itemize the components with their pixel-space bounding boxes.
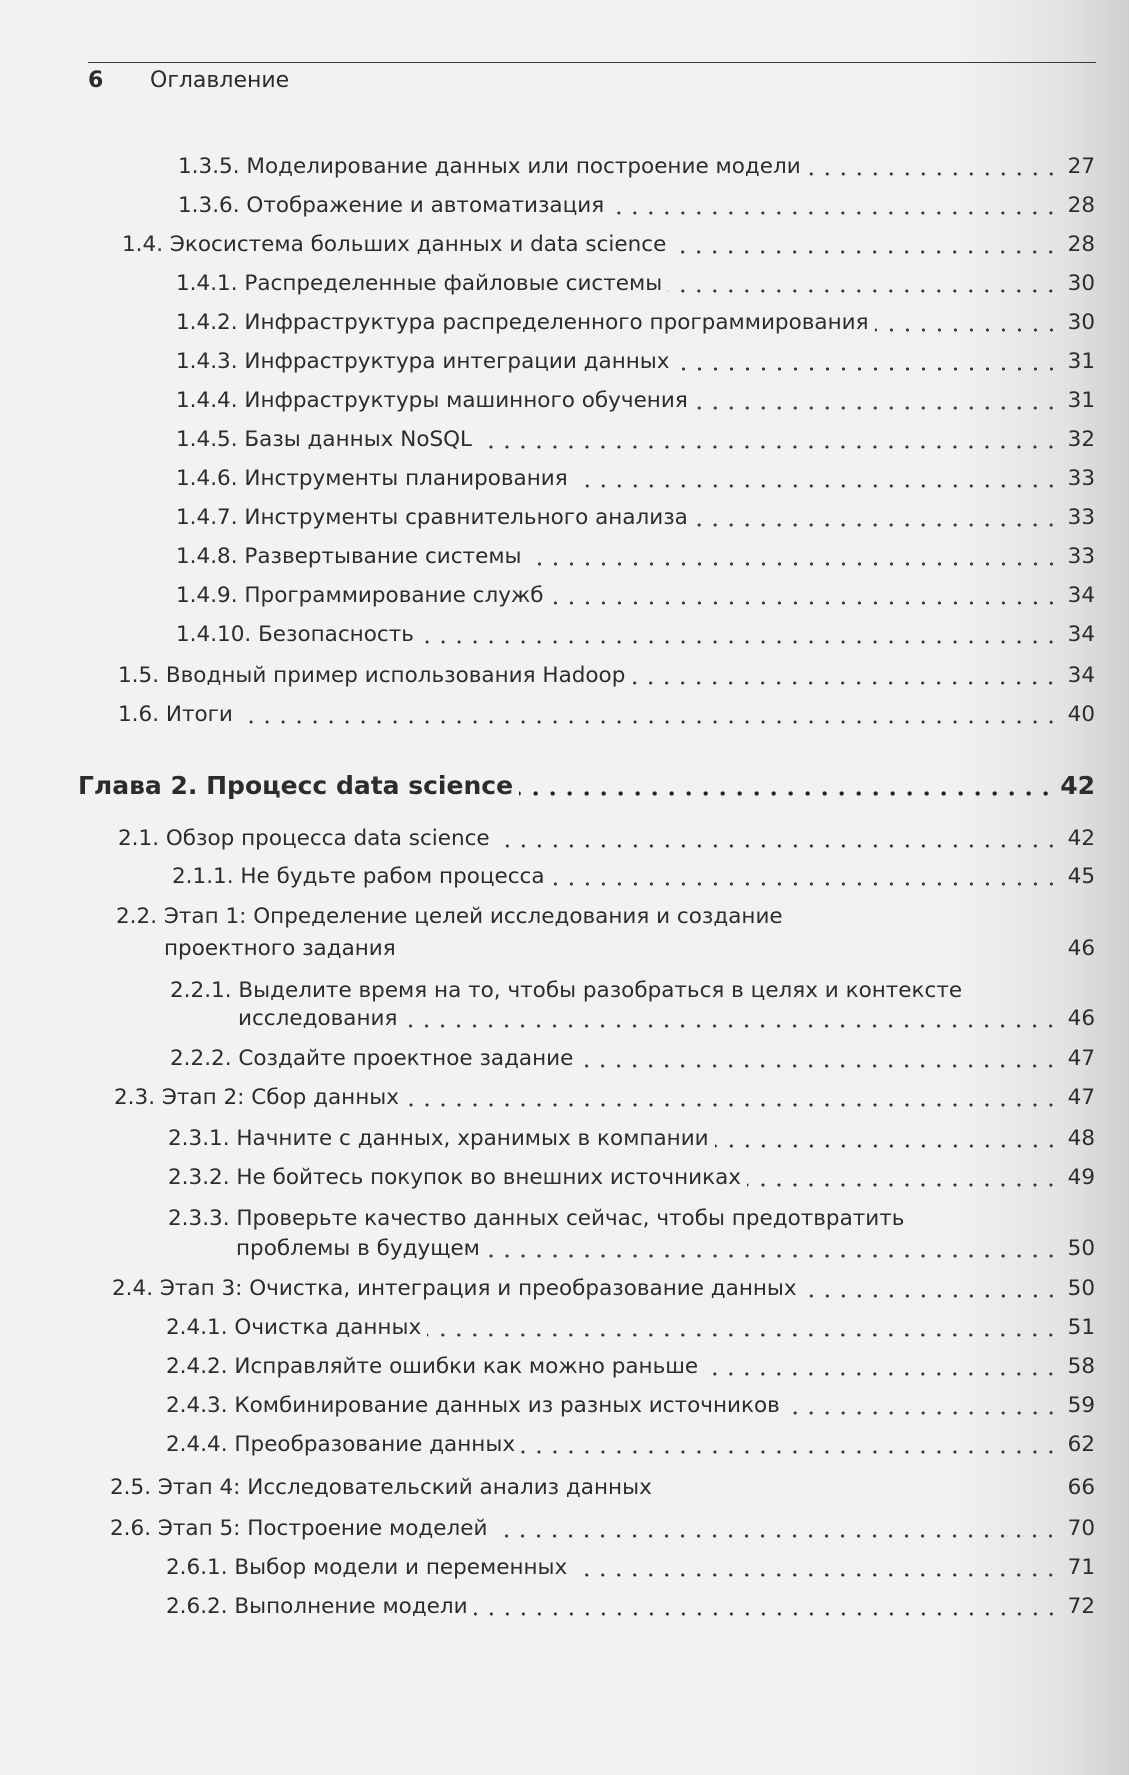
toc-entry-title: Проверьте качество данных сейчас, чтобы предотвратить (236, 1206, 905, 1231)
running-head-title: Оглавление (150, 68, 290, 93)
leader-dots (672, 249, 1059, 255)
header-rule (88, 62, 1096, 63)
toc-entry-page: 46 (1067, 936, 1095, 961)
toc-entry-number: 1.4.10. (176, 622, 252, 647)
toc-entry (176, 310, 1095, 337)
toc-entry (176, 466, 1095, 493)
leader-dots (786, 1410, 1059, 1416)
toc-entry (122, 232, 1095, 259)
leader-dots (579, 1063, 1059, 1069)
toc-entry-line1 (168, 1206, 904, 1233)
toc-entry-page: 28 (1067, 193, 1095, 218)
leader-dots (420, 639, 1059, 645)
toc-entry-page: 45 (1067, 864, 1095, 889)
toc-entry-number: 1.3.5. (178, 154, 240, 179)
toc-entry (114, 1085, 1095, 1112)
toc-entry-number: 2.2.2. (170, 1046, 232, 1071)
toc-entry-title-continued: проектного задания (164, 936, 396, 961)
leader-dots (704, 1371, 1059, 1377)
toc-entry (166, 1315, 1095, 1342)
toc-entry-number: 2.6.2. (166, 1594, 228, 1619)
toc-entry-title: Развертывание системы (244, 544, 522, 569)
toc-entry (176, 622, 1095, 649)
toc-entry-page: 34 (1067, 663, 1095, 688)
leader-dots (474, 1611, 1059, 1617)
toc-entry-page: 33 (1067, 505, 1095, 530)
toc-entry-number: 2.3.3. (168, 1206, 230, 1231)
toc-entry-number: 1.4.5. (176, 427, 238, 452)
toc-entry-title: Этап 2: Сбор данных (161, 1085, 399, 1110)
toc-entry-title: Отображение и автоматизация (246, 193, 605, 218)
toc-entry-number: 2.3.2. (168, 1165, 230, 1190)
toc-entry-number: 2.4. (112, 1276, 154, 1301)
toc-entry-page: 30 (1067, 271, 1095, 296)
toc-entry-number: 2.4.4. (166, 1432, 228, 1457)
leader-dots (519, 790, 1054, 797)
toc-entry-page: 31 (1067, 349, 1095, 374)
toc-entry-page: 51 (1067, 1315, 1095, 1340)
toc-entry (176, 388, 1095, 415)
leader-dots (875, 327, 1059, 333)
leader-dots (694, 522, 1059, 528)
toc-entry-page: 42 (1067, 826, 1095, 851)
toc-entry-page: 66 (1067, 1475, 1095, 1500)
toc-entry-title: Экосистема больших данных и data science (169, 232, 667, 257)
toc-entry-number: 2.3.1. (168, 1126, 230, 1151)
toc-entry-title: Инфраструктуры машинного обучения (244, 388, 688, 413)
toc-entry (112, 1276, 1095, 1303)
toc-entry-page: 58 (1067, 1354, 1095, 1379)
toc-entry-title: Комбинирование данных из разных источников (234, 1393, 780, 1418)
toc-entry-number: 2.3. (114, 1085, 156, 1110)
toc-entry-number: 1.4.4. (176, 388, 238, 413)
toc-entry-title: Безопасность (258, 622, 414, 647)
leader-dots (405, 1102, 1059, 1108)
toc-entry-number: 1.4.1. (176, 271, 238, 296)
toc-entry-page: 31 (1067, 388, 1095, 413)
toc-entry-title: Инфраструктура распределенного программирования (244, 310, 869, 335)
toc-entry-title: Создайте проектное задание (238, 1046, 574, 1071)
toc-entry (176, 427, 1095, 454)
toc-entry-page: 50 (1067, 1276, 1095, 1301)
toc-entry-line1 (116, 904, 783, 931)
toc-entry-page: 33 (1067, 544, 1095, 569)
toc-entry-number: 1.5. (118, 663, 160, 688)
leader-dots (676, 366, 1059, 372)
toc-entry-number: 2.4.1. (166, 1315, 228, 1340)
toc-entry-line1 (170, 978, 962, 1005)
toc-entry (118, 663, 1095, 690)
toc-entry (166, 1354, 1095, 1381)
toc-entry (176, 583, 1095, 610)
leader-dots (573, 1572, 1059, 1578)
leader-dots (478, 444, 1059, 450)
toc-entry-page: 27 (1067, 154, 1095, 179)
leader-dots (551, 881, 1059, 887)
toc-entry-page: 34 (1067, 583, 1095, 608)
toc-entry-title: Этап 3: Очистка, интеграция и преобразование данных (159, 1276, 797, 1301)
toc-entry (166, 1393, 1095, 1420)
toc-entry (236, 1236, 1095, 1263)
toc-entry (176, 349, 1095, 376)
toc-entry (164, 936, 1095, 963)
toc-entry-page: 47 (1067, 1085, 1095, 1110)
toc-entry-title-continued: исследования (238, 1006, 398, 1031)
toc-entry-title: Выполнение модели (234, 1594, 468, 1619)
toc-entry-page: 49 (1067, 1165, 1095, 1190)
toc-entry-title: Не бойтесь покупок во внешних источниках (236, 1165, 742, 1190)
toc-entry-page: 48 (1067, 1126, 1095, 1151)
toc-entry-title: Итоги (165, 702, 233, 727)
toc-entry-number: 2.2.1. (170, 978, 232, 1003)
toc-entry-title: Обзор процесса data science (165, 826, 490, 851)
toc-entry-title: Программирование служб (244, 583, 544, 608)
toc-entry (238, 1006, 1095, 1033)
toc-entry (176, 505, 1095, 532)
toc-entry-number: 1.4.2. (176, 310, 238, 335)
toc-entry-number: 2.6. (110, 1516, 152, 1541)
toc-entry-page: 47 (1067, 1046, 1095, 1071)
leader-dots (668, 288, 1059, 294)
toc-entry-number: 1.3.6. (178, 193, 240, 218)
toc-entry-page: 59 (1067, 1393, 1095, 1418)
toc-entry (178, 154, 1095, 181)
toc-entry (176, 544, 1095, 571)
toc-entry (166, 1432, 1095, 1459)
toc-entry-number: 2.4.3. (166, 1393, 228, 1418)
toc-entry-title: Инфраструктура интеграции данных (244, 349, 670, 374)
toc-entry-page: 28 (1067, 232, 1095, 257)
toc-entry-page: 42 (1060, 771, 1095, 800)
toc-entry-number: 1.4. (122, 232, 164, 257)
toc-entry-title: Вводный пример использования Hadoop (165, 663, 626, 688)
toc-entry-page: 71 (1067, 1555, 1095, 1580)
toc-entry-title: Очистка данных (234, 1315, 422, 1340)
toc-entry (118, 826, 1095, 853)
running-head (88, 64, 1096, 98)
toc-entry (168, 1165, 1095, 1192)
toc-entry-number: 2.4.2. (166, 1354, 228, 1379)
leader-dots (747, 1182, 1059, 1188)
toc-entry (166, 1555, 1095, 1582)
toc-entry-title: Выбор модели и переменных (234, 1555, 568, 1580)
toc-entry (118, 702, 1095, 729)
toc-entry-title: Исправляйте ошибки как можно раньше (234, 1354, 699, 1379)
leader-dots (550, 600, 1059, 606)
toc-entry-page: 46 (1067, 1006, 1095, 1031)
toc-entry-number: 2.1.1. (172, 864, 234, 889)
toc-entry (110, 1475, 1095, 1502)
toc-entry (172, 864, 1095, 891)
toc-entry (110, 1516, 1095, 1543)
leader-dots (427, 1332, 1059, 1338)
toc-entry-number: 1.4.6. (176, 466, 238, 491)
toc-entry-title: Этап 4: Исследовательский анализ данных (157, 1475, 652, 1500)
toc-entry (168, 1126, 1095, 1153)
toc-entry (170, 1046, 1095, 1073)
leader-dots (694, 405, 1059, 411)
toc-entry-page: 40 (1067, 702, 1095, 727)
toc-entry-number: Глава 2. (78, 771, 198, 800)
leader-dots (574, 483, 1059, 489)
leader-dots (239, 719, 1059, 725)
page-number: 6 (88, 68, 104, 93)
toc-entry-page: 30 (1067, 310, 1095, 335)
toc-entry-title-continued: проблемы в будущем (236, 1236, 480, 1261)
toc-entry-number: 1.6. (118, 702, 160, 727)
toc-entry-title: Инструменты сравнительного анализа (244, 505, 688, 530)
toc-entry-title: Инструменты планирования (244, 466, 568, 491)
leader-dots (496, 843, 1059, 849)
toc-entry-title: Начните с данных, хранимых в компании (236, 1126, 709, 1151)
leader-dots (715, 1143, 1059, 1149)
toc-entry-title: Преобразование данных (234, 1432, 516, 1457)
toc-entry-title: Этап 5: Построение моделей (157, 1516, 488, 1541)
leader-dots (403, 1023, 1059, 1029)
toc-entry (166, 1594, 1095, 1621)
toc-entry-number: 1.4.9. (176, 583, 238, 608)
leader-dots (610, 210, 1059, 216)
leader-dots (807, 171, 1059, 177)
toc-entry-page: 50 (1067, 1236, 1095, 1261)
toc-entry (176, 271, 1095, 298)
toc-entry-title: Не будьте рабом процесса (240, 864, 545, 889)
toc-entry-page: 33 (1067, 466, 1095, 491)
toc-entry-title: Выделите время на то, чтобы разобраться в целях и контексте (238, 978, 963, 1003)
toc-entry-page: 72 (1067, 1594, 1095, 1619)
toc-entry-title: Моделирование данных или построение модели (246, 154, 801, 179)
leader-dots (493, 1533, 1059, 1539)
toc-entry-page: 34 (1067, 622, 1095, 647)
toc-entry-page: 32 (1067, 427, 1095, 452)
toc-entry (178, 193, 1095, 220)
toc-entry-number: 2.5. (110, 1475, 152, 1500)
leader-dots (803, 1293, 1059, 1299)
toc-entry-title: Процесс data science (206, 771, 514, 800)
leader-dots (486, 1253, 1059, 1259)
toc-chapter-entry (78, 770, 1095, 801)
toc-entry-number: 1.4.3. (176, 349, 238, 374)
toc-entry-title: Базы данных NoSQL (244, 427, 473, 452)
toc-entry-page: 62 (1067, 1432, 1095, 1457)
toc-entry-number: 2.1. (118, 826, 160, 851)
leader-dots (631, 680, 1059, 686)
leader-dots (528, 561, 1059, 567)
toc-entry-title: Этап 1: Определение целей исследования и создание (163, 904, 783, 929)
toc-entry-page: 70 (1067, 1516, 1095, 1541)
toc-entry-number: 1.4.7. (176, 505, 238, 530)
toc-entry-number: 1.4.8. (176, 544, 238, 569)
toc-entry-number: 2.2. (116, 904, 158, 929)
toc-entry-title: Распределенные файловые системы (244, 271, 663, 296)
toc-entry-number: 2.6.1. (166, 1555, 228, 1580)
leader-dots (521, 1449, 1059, 1455)
